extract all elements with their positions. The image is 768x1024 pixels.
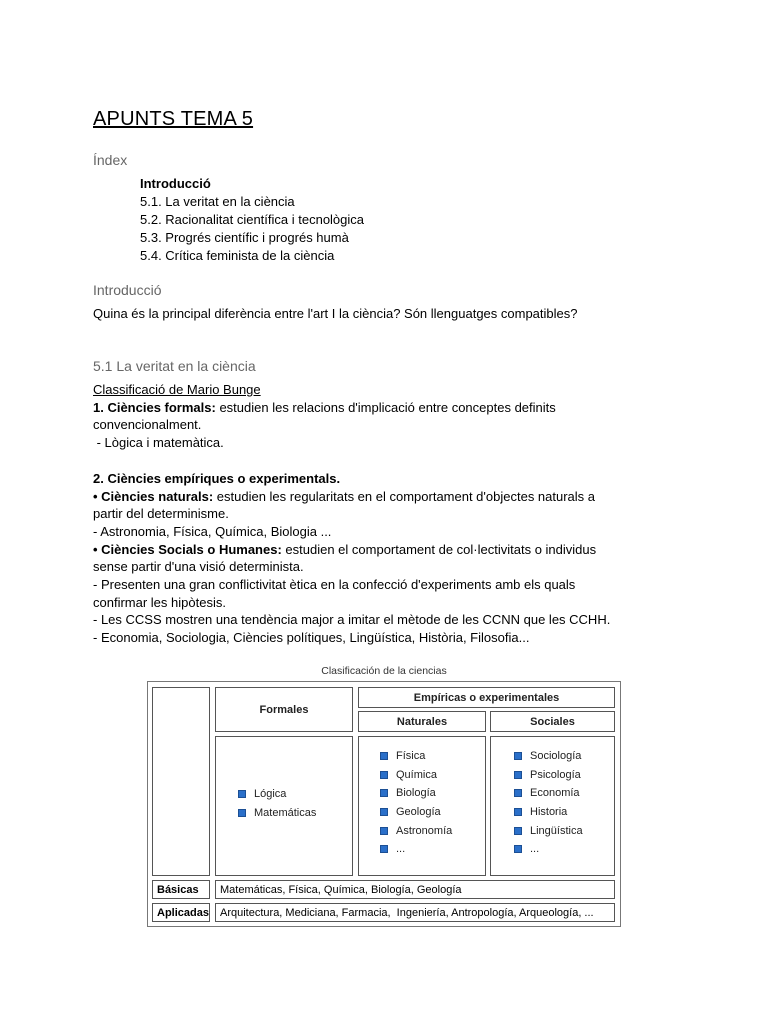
aplicadas-label: Aplicadas [152, 903, 210, 922]
figure-frame [147, 681, 621, 927]
list-item-label: ... [530, 843, 540, 856]
social-text-cont: sense partir d'una visió determinista. [93, 559, 304, 574]
social-text: estudien el comportament de col·lectivitats o individus [281, 542, 597, 557]
natural-label: • Ciències naturals: [93, 489, 214, 504]
list-item-label: Sociología [530, 750, 582, 763]
bullet-icon [238, 809, 246, 817]
list-item-label: Química [396, 768, 437, 781]
formal-line [93, 399, 556, 417]
list-item-label: Biología [396, 787, 436, 800]
list-item-label: Lógica [254, 788, 287, 801]
sociales-cell [490, 736, 615, 876]
formal-text: estudien les relacions d'implicació entre conceptes definits [215, 400, 556, 415]
list-item [514, 840, 583, 859]
list-item [514, 747, 583, 766]
bullet-icon [514, 789, 522, 797]
naturales-list [380, 747, 452, 859]
list-item-label: Historia [530, 806, 568, 819]
classification-figure [147, 665, 621, 927]
list-item-label: Lingüística [530, 824, 583, 837]
sociales-header: Sociales [490, 711, 615, 732]
social-note: - Presenten una gran conflictivitat ètica en la confecció d'experiments amb els quals [93, 577, 576, 592]
list-item [514, 803, 583, 822]
sociales-list [514, 747, 583, 859]
bullet-icon [514, 771, 522, 779]
formal-examples: - Lògica i matemàtica. [93, 435, 224, 450]
list-item-label: Geología [396, 806, 441, 819]
list-item-label: Matemáticas [254, 806, 317, 819]
bullet-icon [238, 790, 246, 798]
empirical-label-text: 2. Ciències empíriques o experimentals. [93, 471, 341, 486]
aplicadas-text: Arquitectura, Mediciana, Farmacia, Ingeniería, Antropología, Arqueología, ... [215, 903, 615, 922]
classification-title: Classificació de Mario Bunge [93, 382, 261, 397]
list-item [380, 803, 452, 822]
social-label: • Ciències Socials o Humanes: [93, 542, 282, 557]
list-item-label: Psicología [530, 768, 581, 781]
list-item [380, 840, 452, 859]
formal-label: 1. Ciències formals: [93, 400, 216, 415]
bullet-icon [514, 752, 522, 760]
list-item [238, 804, 316, 823]
list-item-label: Física [396, 750, 426, 763]
bullet-icon [380, 808, 388, 816]
social-note-cont: confirmar les hipòtesis. [93, 595, 226, 610]
section-51-heading: 5.1 La veritat en la ciència [93, 358, 256, 374]
index-item: 5.1. La veritat en la ciència [140, 194, 295, 209]
list-item [514, 766, 583, 785]
natural-text: estudien les regularitats en el comportament d'objectes naturals a [213, 489, 596, 504]
index-heading: Índex [93, 152, 128, 168]
bullet-icon [380, 771, 388, 779]
list-item-label: ... [396, 843, 406, 856]
index-item: Introducció [140, 176, 211, 191]
formales-list [238, 785, 316, 822]
list-item [238, 785, 316, 804]
empiricas-header: Empíricas o experimentales [358, 687, 615, 708]
list-item [514, 821, 583, 840]
formal-text-cont: convencionalment. [93, 417, 202, 432]
natural-text-cont: partir del determinisme. [93, 506, 229, 521]
bullet-icon [514, 808, 522, 816]
social-note: - Les CCSS mostren una tendència major a imitar el mètode de les CCNN que les CCHH. [93, 612, 611, 627]
basicas-text: Matemáticas, Física, Química, Biología, Geología [215, 880, 615, 899]
formales-header: Formales [215, 687, 353, 732]
social-examples: - Economia, Sociologia, Ciències polítiques, Lingüística, Història, Filosofia... [93, 630, 530, 645]
intro-heading: Introducció [93, 282, 162, 298]
index-item: 5.4. Crítica feminista de la ciència [140, 248, 335, 263]
naturales-cell [358, 736, 486, 876]
bullet-icon [380, 752, 388, 760]
bullet-icon [514, 845, 522, 853]
bullet-icon [380, 845, 388, 853]
empirical-label [93, 470, 340, 488]
list-item [380, 766, 452, 785]
list-item-label: Astronomía [396, 824, 453, 837]
basicas-label: Básicas [152, 880, 210, 899]
index-item: 5.2. Racionalitat científica i tecnològica [140, 212, 365, 227]
naturales-header: Naturales [358, 711, 486, 732]
corner-cell [152, 687, 210, 876]
bullet-icon [380, 827, 388, 835]
natural-examples: - Astronomia, Física, Química, Biologia ... [93, 524, 332, 539]
formales-cell [215, 736, 353, 876]
intro-text: Quina és la principal diferència entre l'art I la ciència? Són llenguatges compatibles? [93, 306, 578, 321]
natural-line [93, 488, 595, 506]
bullet-icon [380, 789, 388, 797]
list-item [380, 821, 452, 840]
list-item-label: Economía [530, 787, 580, 800]
list-item [380, 747, 452, 766]
index-item: 5.3. Progrés científic i progrés humà [140, 230, 349, 245]
document-title: APUNTS TEMA 5 [93, 108, 254, 130]
bullet-icon [514, 827, 522, 835]
figure-caption: Clasificación de la ciencias [321, 665, 447, 677]
social-line [93, 541, 596, 559]
list-item [380, 784, 452, 803]
list-item [514, 784, 583, 803]
